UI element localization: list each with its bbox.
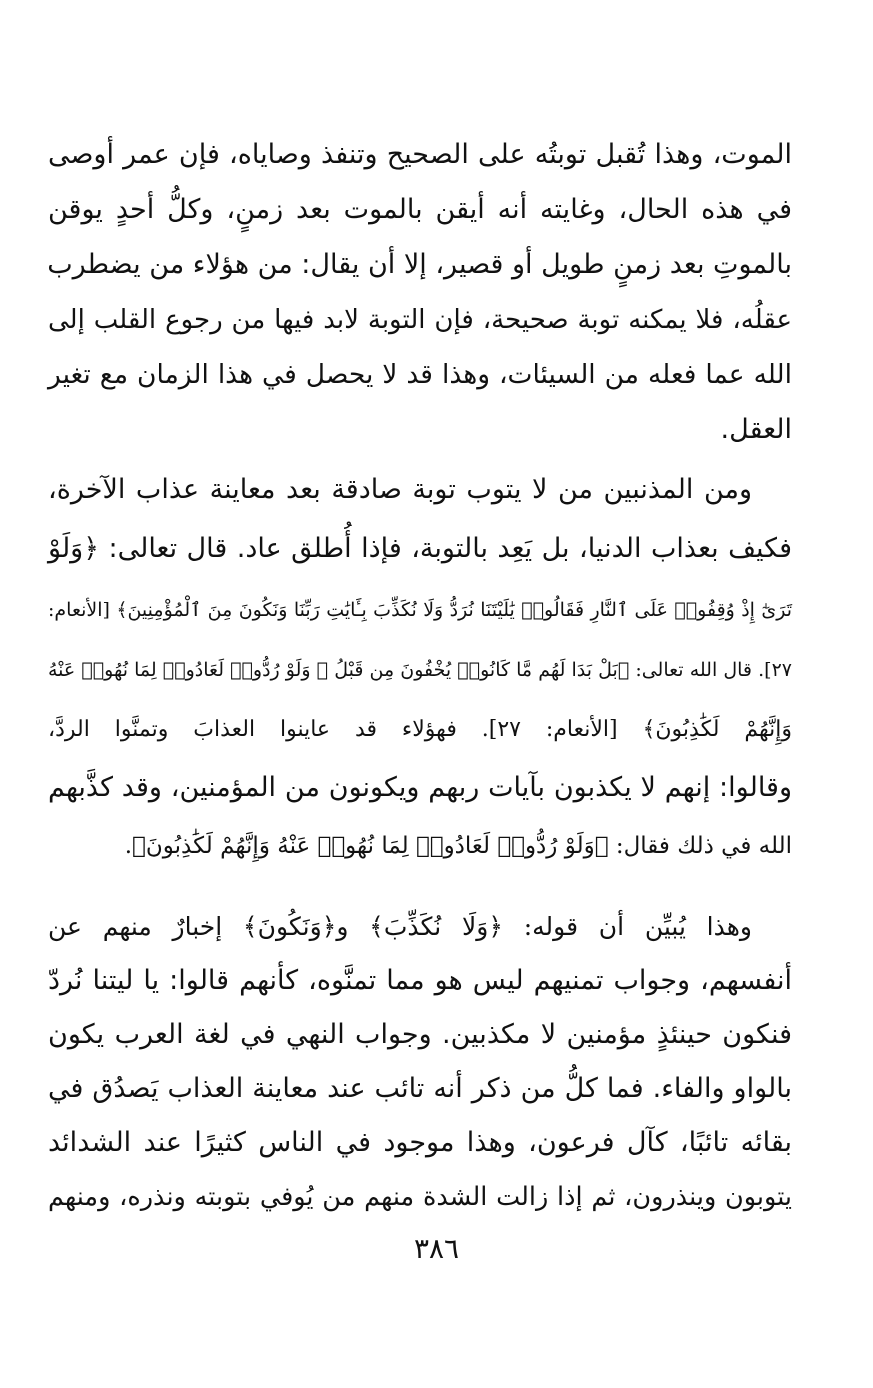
quran-verse-line: ٢٧]. قال الله تعالى: ﴿بَلْ بَدَا لَهُم مَّا كَانُوا۟ يُخْفُونَ مِن قَبْلُ ۖ وَلَوْ رُدُّوا۟ لَعَادُوا۟ لِمَا نُهُوا۟ عَنْهُ (48, 659, 792, 681)
quran-verse-line: وَإِنَّهُمْ لَكَٰذِبُونَ﴾ [الأنعام: ٢٧]. فهؤلاء قد عاينوا العذابَ وتمنَّوا الردَّ، (48, 717, 792, 742)
text-line: وقالوا: إنهم لا يكذبون بآيات ربهم ويكونون من المؤمنين، وقد كذَّبهم (48, 772, 792, 803)
text-line: الله عما فعله من السيئات، وهذا قد لا يحصل في هذا الزمان مع تغير (48, 359, 792, 390)
text-line: فكيف بعذاب الدنيا، بل يَعِد بالتوبة، فإذا أُطلق عاد. قال تعالى: ﴿وَلَوْ (48, 533, 792, 564)
paragraph-2 (48, 463, 792, 883)
paragraph-3 (48, 900, 792, 1240)
text-line: فنكون حينئذٍ مؤمنين لا مكذبين. وجواب النهي في لغة العرب يكون (48, 1019, 792, 1050)
text-line: في هذه الحال، وغايته أنه أيقن بالموت بعد زمنٍ، وكلُّ أحدٍ يوقن (48, 194, 792, 225)
quran-verse-line: تَرَىٰٓ إِذْ وُقِفُوا۟ عَلَى ٱلنَّارِ فَقَالُوا۟ يَٰلَيْتَنَا نُرَدُّ وَلَا نُكَذِّبَ بِـَٔايَٰتِ رَبِّنَا وَنَكُونَ مِنَ ٱلْمُؤْمِنِينَ﴾ [الأنعام: (48, 599, 792, 621)
text-line: ومن المذنبين من لا يتوب توبة صادقة بعد معاينة عذاب الآخرة، (48, 474, 752, 505)
quran-verse-line: الله في ذلك فقال: ﴿وَلَوْ رُدُّوا۟ لَعَادُوا۟ لِمَا نُهُوا۟ عَنْهُ وَإِنَّهُمْ لَكَٰذِبُونَ﴾. (124, 833, 792, 859)
text-line: أنفسهم، وجواب تمنيهم ليس هو مما تمنَّوه، كأنهم قالوا: يا ليتنا نُردّ (48, 965, 792, 996)
paragraph-1 (48, 128, 792, 458)
text-line: وهذا يُبيِّن أن قوله: ﴿وَلَا نُكَذِّبَ﴾ و﴿وَنَكُونَ﴾ إخبارٌ منهم عن (48, 912, 752, 941)
text-line: يتوبون وينذرون، ثم إذا زالت الشدة منهم من يُوفي بتوبته ونذره، ومنهم (48, 1182, 792, 1212)
page-number: ٣٨٦ (413, 1232, 460, 1265)
text-line: عقلُه، فلا يمكنه توبة صحيحة، فإن التوبة لابد فيها من رجوع القلب إلى (48, 305, 792, 335)
text-line: بالواو والفاء. فما كلُّ من ذكر أنه تائب عند معاينة العذاب يَصدُق في (48, 1073, 792, 1104)
text-line: الموت، وهذا تُقبل توبتُه على الصحيح وتنفذ وصاياه، فإن عمر أوصى (48, 139, 792, 170)
text-line: بقائه تائبًا، كآل فرعون، وهذا موجود في الناس كثيرًا عند الشدائد (48, 1127, 792, 1158)
text-line: العقل. (720, 414, 792, 445)
text-line: بالموتِ بعد زمنٍ طويل أو قصير، إلا أن يقال: من هؤلاء من يضطرب (47, 249, 792, 280)
